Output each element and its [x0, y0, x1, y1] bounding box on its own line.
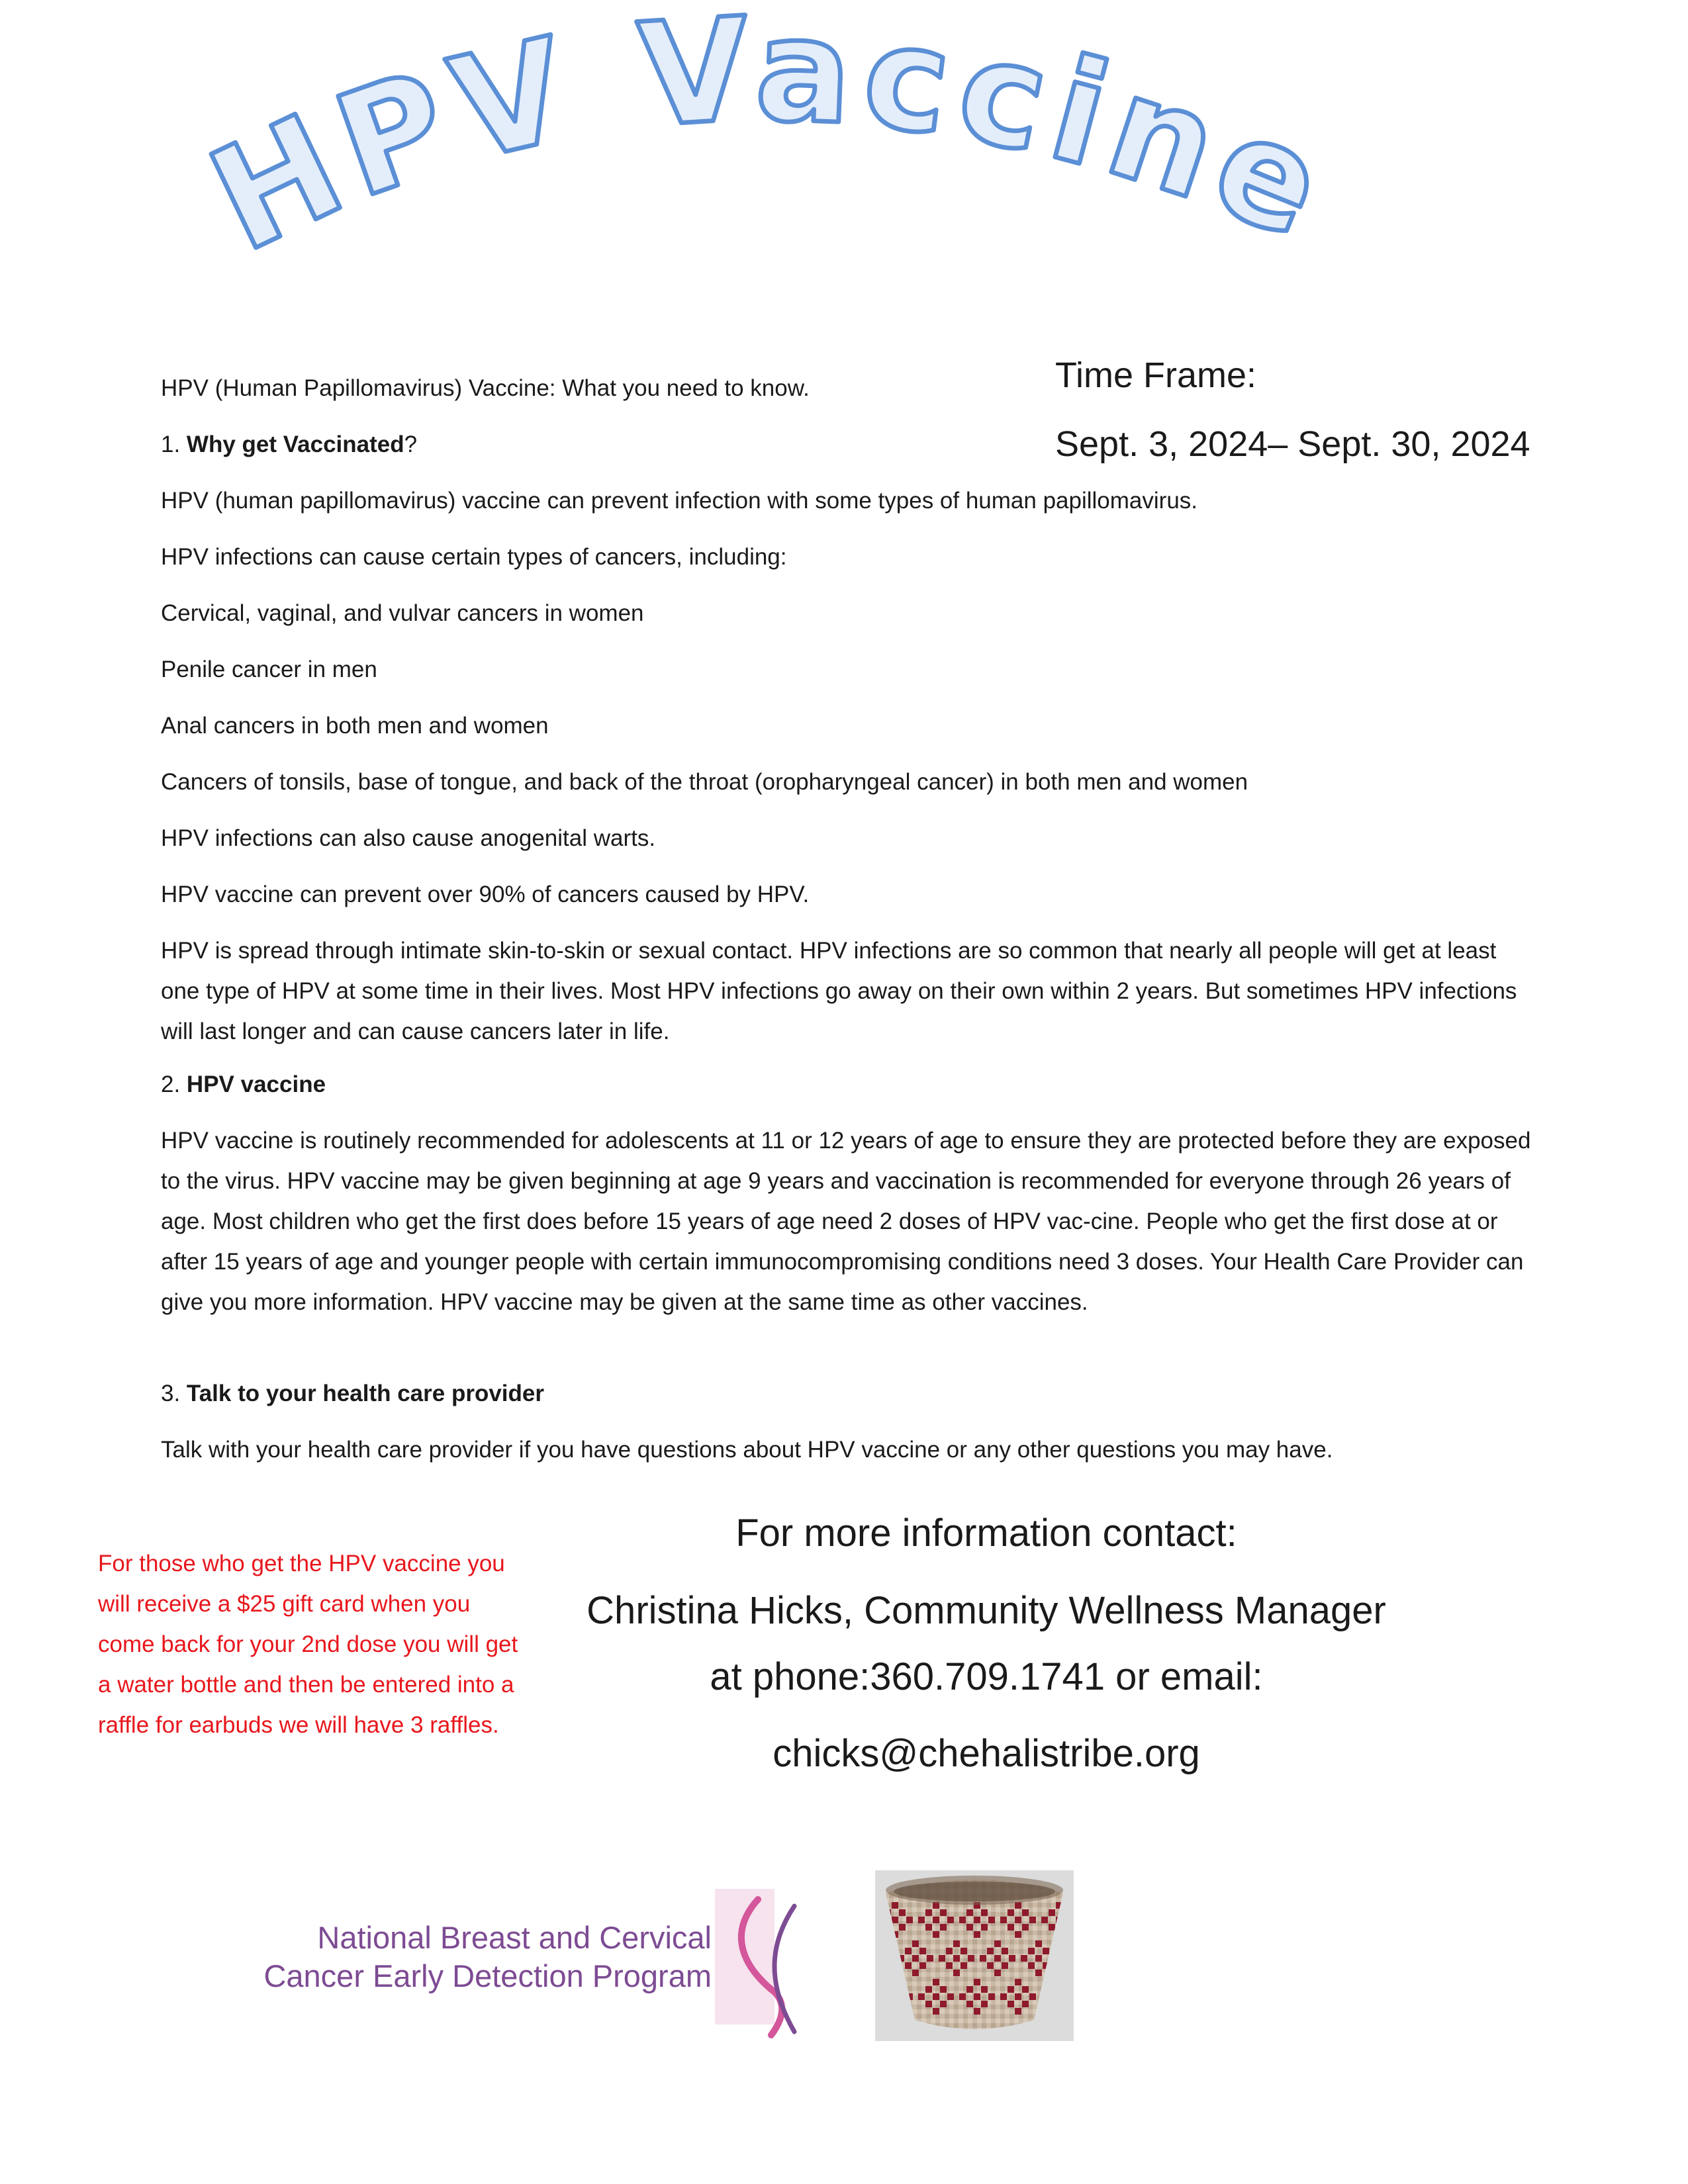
basket-pattern-cell — [940, 2001, 947, 2007]
basket-pattern-cell — [974, 2008, 980, 2015]
basket-pattern-cell — [933, 1979, 939, 1985]
basket-pattern-cell — [1015, 1917, 1021, 1923]
basket-pattern-cell — [988, 1993, 995, 2000]
basket-pattern-cell — [892, 1917, 898, 1923]
basket-pattern-cell — [1008, 2001, 1014, 2007]
basket-pattern-cell — [933, 1931, 939, 1938]
basket-pattern-cell — [1041, 1917, 1048, 1923]
section1-line: Cervical, vaginal, and vulvar cancers in women — [161, 600, 644, 626]
section1-line: HPV infections can cause certain types of cancers, including: — [161, 544, 787, 570]
section2-heading: 2. HPV vaccine — [161, 1071, 326, 1097]
basket-pattern-cell — [906, 1917, 913, 1923]
section1-paragraph: HPV is spread through intimate skin-to-skin or sexual contact. HPV infections are so common that nearly all people will get at least one type of HPV at some time in their lives. Most HPV infections go away on their own within 2 years. But sometimes HPV infections will last longer and can cause cancers later in life. — [161, 938, 1517, 1044]
basket-pattern-cell — [981, 1924, 988, 1931]
basket-pattern-cell — [1015, 2008, 1021, 2015]
basket-pattern-cell — [947, 1993, 954, 2000]
basket-pattern-cell — [1076, 1970, 1083, 1976]
basket-pattern-cell — [1084, 1962, 1090, 1969]
basket-pattern-cell — [1035, 1940, 1042, 1947]
basket-pattern-cell — [933, 1917, 939, 1923]
logo-text-line2: Cancer Early Detection Program — [263, 1958, 712, 1993]
basket-pattern-cell — [947, 1917, 954, 1923]
title-word-hpv: HPV — [187, 4, 592, 284]
basket-pattern-cell — [1022, 1986, 1029, 1993]
basket-pattern-cell — [912, 1955, 919, 1962]
basket-pattern-cell — [1009, 1955, 1015, 1962]
basket-pattern-cell — [946, 1948, 953, 1954]
basket-pattern-cell — [919, 1948, 926, 1954]
basket-pattern-cell — [959, 1917, 966, 1923]
basket-pattern-cell — [1008, 1924, 1014, 1931]
basket-pattern-cell — [927, 1955, 933, 1962]
basket-pattern-cell — [940, 1924, 947, 1931]
basket-pattern-cell — [959, 1993, 966, 2000]
basket-pattern-cell — [966, 1986, 973, 1993]
basket-pattern-cell — [980, 1955, 986, 1962]
basket-pattern-cell — [1008, 1909, 1014, 1916]
title-wordart — [0, 0, 1688, 371]
title-word-vaccine: Vaccine — [633, 0, 1353, 274]
basket-pattern-cell — [912, 1970, 919, 1976]
section1-line: HPV (human papillomavirus) vaccine can prevent infection with some types of human papillomavirus. — [161, 488, 1198, 514]
basket-pattern-cell — [925, 1909, 932, 1916]
section1-heading: 1. Why get Vaccinated? — [161, 432, 418, 457]
basket-pattern-cell — [1029, 1917, 1036, 1923]
basket-pattern-cell — [961, 1962, 967, 1969]
basket-pattern-cell — [974, 1979, 980, 1985]
basket-pattern-cell — [925, 1986, 932, 1993]
basket-pattern-cell — [1022, 1924, 1029, 1931]
page-title — [187, 0, 1353, 284]
section1-line: Penile cancer in men — [161, 657, 377, 682]
logo-text-line1: National Breast and Cervical — [317, 1920, 712, 1955]
basket-pattern-cell — [981, 1909, 988, 1916]
basket-pattern-cell — [974, 1993, 980, 2000]
basket-pattern-cell — [994, 1940, 1001, 1947]
basket-pattern-cell — [974, 1917, 980, 1923]
contact-email: chicks@chehalistribe.org — [773, 1732, 1200, 1775]
basket-pattern-cell — [1043, 1948, 1049, 1954]
basket-pattern-cell — [1028, 1962, 1035, 1969]
contact-name: Christina Hicks, Community Wellness Manager — [586, 1589, 1386, 1632]
basket-pattern-cell — [1035, 1955, 1042, 1962]
time-frame-dates: Sept. 3, 2024– Sept. 30, 2024 — [1055, 424, 1530, 464]
nbccedp-logo — [263, 1880, 821, 2038]
time-frame-label: Time Frame: — [1055, 355, 1257, 395]
basket-pattern-cell — [1076, 1955, 1083, 1962]
incentive-note: For those who get the HPV vaccine you will receive a $25 gift card when you come back for your 2nd dose you will get a water bottle and then be entered into a raffle for earbuds we will have 3 raffles. — [98, 1551, 518, 1738]
basket-pattern-cell — [940, 1909, 947, 1916]
basket-pattern-cell — [933, 1993, 939, 2000]
basket-pattern-cell — [892, 1902, 898, 1909]
basket-pattern-cell — [1049, 1909, 1055, 1916]
basket-pattern-cell — [987, 1962, 994, 1969]
basket-pattern-cell — [1091, 1955, 1098, 1962]
basket-pattern-cell — [939, 1955, 945, 1962]
basket-pattern-cell — [988, 1917, 995, 1923]
basket-pattern-cell — [1035, 1970, 1042, 1976]
basket-pattern-cell — [994, 1970, 1001, 1976]
section3-paragraph: Talk with your health care provider if you have questions about HPV vaccine or any other questions you may have. — [161, 1437, 1333, 1463]
basket-pattern-cell — [966, 1924, 973, 1931]
contact-heading: For more information contact: — [735, 1512, 1237, 1555]
basket-pattern-cell — [899, 1924, 906, 1931]
basket-pattern-cell — [966, 1909, 973, 1916]
section1-line: HPV infections can also cause anogenital warts. — [161, 825, 656, 851]
basket-pattern-cell — [905, 1962, 912, 1969]
basket-pattern-cell — [1022, 2001, 1029, 2007]
section1-line: HPV vaccine can prevent over 90% of cancers caused by HPV. — [161, 882, 810, 907]
basket-pattern-cell — [953, 1970, 960, 1976]
contact-phone: at phone:360.709.1741 or email: — [710, 1655, 1263, 1698]
basket-pattern-cell — [1002, 1948, 1008, 1954]
basket-pattern-cell — [925, 2001, 932, 2007]
basket-pattern-cell — [1084, 1948, 1090, 1954]
basket-pattern-cell — [919, 1962, 926, 1969]
basket-pattern-cell — [981, 1986, 988, 1993]
woven-basket-icon — [875, 1870, 1074, 2041]
basket-pattern-cell — [981, 2001, 988, 2007]
basket-pattern-cell — [899, 1909, 906, 1916]
basket-pattern-cell — [1029, 1993, 1036, 2000]
basket-pattern-cell — [1000, 1917, 1007, 1923]
basket-pattern-cell — [925, 1924, 932, 1931]
intro-line: HPV (Human Papillomavirus) Vaccine: What you need to know. — [161, 375, 810, 401]
basket-pattern-cell — [961, 1948, 967, 1954]
section1-line: Anal cancers in both men and women — [161, 713, 549, 739]
basket-pattern-cell — [953, 1955, 960, 1962]
basket-pattern-cell — [987, 1948, 994, 1954]
basket-pattern-cell — [933, 2008, 939, 2015]
basket-pattern-cell — [1002, 1962, 1008, 1969]
basket-pattern-cell — [1021, 1955, 1027, 1962]
basket-pattern-cell — [905, 1948, 912, 1954]
basket-pattern-cell — [966, 2001, 973, 2007]
basket-pattern-cell — [968, 1955, 974, 1962]
section1-line: Cancers of tonsils, base of tongue, and back of the throat (oropharyngeal cancer) in both men and women — [161, 769, 1248, 795]
basket-pattern-cell — [953, 1940, 960, 1947]
basket-pattern-cell — [1022, 1909, 1029, 1916]
basket-pattern-cell — [912, 1940, 919, 1947]
basket-pattern-cell — [1049, 1924, 1055, 1931]
section3-heading: 3. Talk to your health care provider — [161, 1381, 544, 1406]
basket-pattern-cell — [1008, 1986, 1014, 1993]
basket-pattern-cell — [994, 1955, 1001, 1962]
basket-pattern-cell — [1015, 1993, 1021, 2000]
basket-pattern-cell — [1015, 1979, 1021, 1985]
basket-pattern-cell — [1015, 1931, 1021, 1938]
basket-pattern-cell — [1015, 1902, 1021, 1909]
basket-pattern-cell — [974, 1931, 980, 1938]
purple-ribbon-icon — [774, 1906, 794, 2032]
basket-pattern-cell — [1000, 1993, 1007, 2000]
basket-pattern-cell — [1028, 1948, 1035, 1954]
basket-pattern-cell — [1076, 1940, 1083, 1947]
basket-pattern-cell — [918, 1917, 925, 1923]
basket-pattern-cell — [918, 1993, 925, 2000]
section2-paragraph: HPV vaccine is routinely recommended for adolescents at 11 or 12 years of age to ensure they are protected before they are exposed to the virus. HPV vaccine may be given beginning at age 9 years and vaccination is recommended for everyone through 26 years of age. Most children who get the first does before 15 years of age need 2 doses of HPV vac-cine. People who get the first dose at or after 15 years of age and younger people with certain immunocompromising conditions need 3 doses. Your Health Care Provider can give you more information. HPV vaccine may be given at the same time as other vaccines. — [161, 1128, 1531, 1315]
basket-pattern-cell — [946, 1962, 953, 1969]
basket-pattern-cell — [940, 1986, 947, 1993]
